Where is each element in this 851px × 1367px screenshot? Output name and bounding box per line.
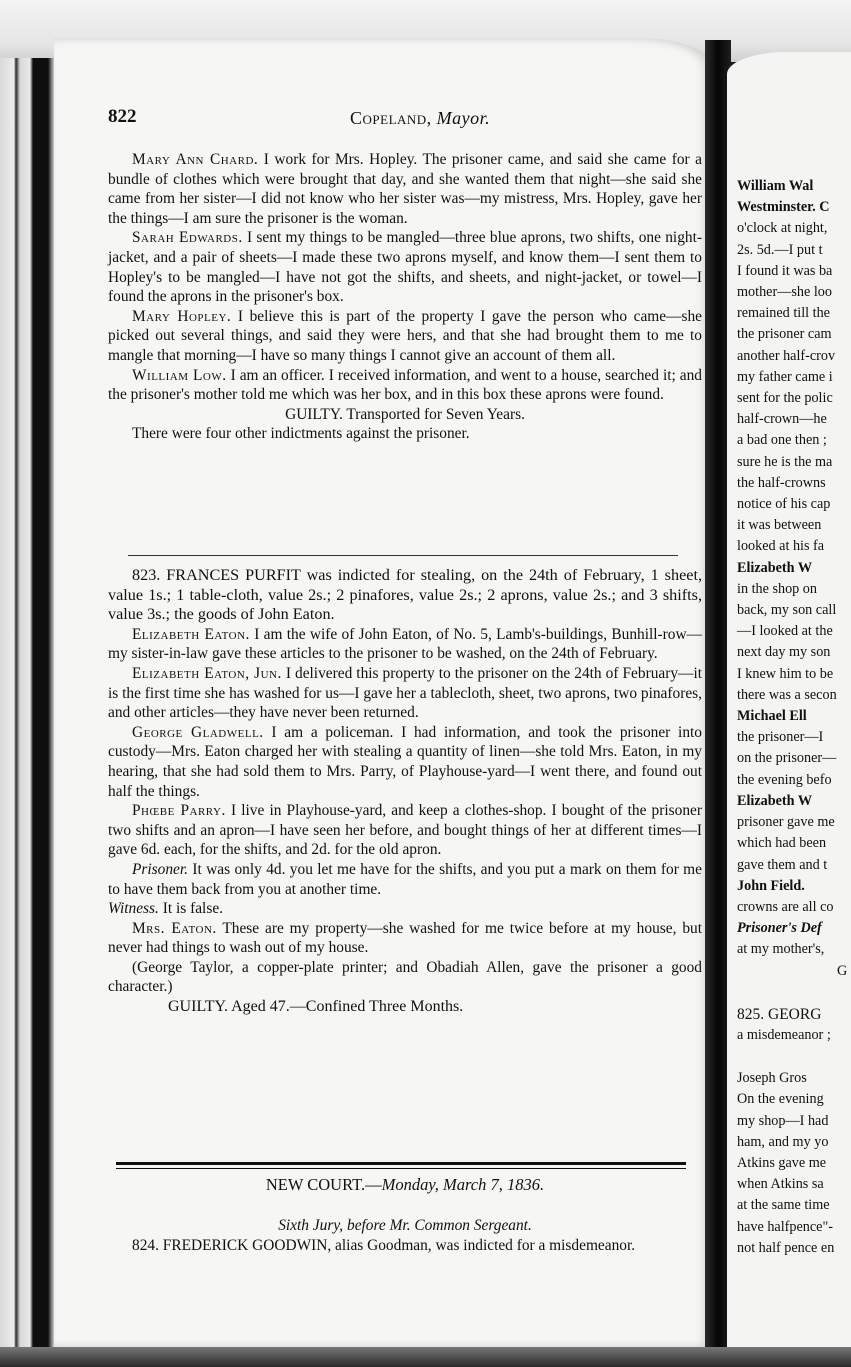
right-line: Elizabeth W	[737, 559, 813, 576]
new-court-section	[108, 1172, 702, 1255]
right-line: G	[837, 962, 848, 979]
right-line: notice of his cap	[737, 496, 831, 513]
testimony-paragraph	[108, 801, 702, 860]
right-line: in the shop on	[737, 580, 817, 597]
right-line: Atkins gave me	[737, 1154, 827, 1171]
right-line: my shop—I had	[737, 1112, 829, 1129]
right-line: on the prisoner—	[737, 750, 837, 767]
speaker-name: Mary Ann Chard.	[132, 151, 259, 168]
court-date: Monday, March 7, 1836.	[381, 1175, 545, 1194]
right-line: next day my son	[737, 644, 831, 661]
right-line: sent for the polic	[737, 390, 833, 407]
page-number: 822	[108, 106, 137, 127]
right-line: Michael Ell	[737, 708, 807, 725]
right-line: —I looked at the	[737, 623, 833, 640]
right-line: crowns are all co	[737, 898, 834, 915]
right-line: John Field.	[737, 877, 805, 894]
speaker-name: Elizabeth Eaton.	[132, 625, 250, 643]
verdict: GUILTY. Aged 47.—Confined Three Months.	[168, 998, 464, 1016]
witness-label: Witness.	[108, 900, 159, 918]
section-rule	[116, 1168, 686, 1169]
previous-case-testimony	[108, 150, 702, 444]
witness-statement	[108, 899, 702, 919]
speaker-name: Sarah Edwards.	[132, 229, 243, 247]
prisoner-label: Prisoner.	[132, 860, 189, 878]
bottom-edge	[0, 1347, 851, 1367]
testimony-paragraph	[108, 625, 702, 664]
right-line: 2s. 5d.—I put t	[737, 241, 823, 258]
case-823	[108, 566, 702, 1017]
testimony-text: I believe this is part of the property I gave the person who came—she picked out several things, and said they were hers, and that she had brought them to me to mangle that morning—I have so many things I cannot give an account of them all.	[108, 307, 702, 364]
right-line: have halfpence"-	[737, 1218, 833, 1235]
witness-text: It is false.	[158, 900, 224, 918]
verdict: GUILTY. Transported for Seven Years.	[285, 405, 525, 423]
speaker-name: Phœbe Parry.	[132, 802, 226, 820]
right-line: there was a secon	[737, 686, 837, 703]
right-page-column	[737, 176, 851, 1259]
right-line: at my mother's,	[737, 941, 825, 958]
right-line: not half pence en	[737, 1239, 835, 1256]
right-line: another half-crov	[737, 347, 836, 364]
testimony-text: I am the wife of John Eaton, of No. 5, Lamb's-buildings, Bunhill-row—my sister-in-law gave these articles to the prisoner to be washed, on the 24th of February.	[108, 625, 702, 663]
testimony-paragraph	[108, 919, 702, 958]
speaker-name: Elizabeth Eaton, Jun.	[132, 664, 282, 682]
testimony-text: I live in Playhouse-yard, and keep a clothes-shop. I bought of the prisoner two shifts and an apron—I have seen her before, and bought things of her at different times—I gave 6d. each, for the shifts, and 2d. for the old apron.	[108, 802, 702, 859]
right-line: On the evening	[737, 1091, 824, 1108]
testimony-paragraph	[108, 150, 702, 228]
testimony-text: I delivered this property to the prisoner on the 24th of February—it is the first time she has washed for us—I gave her a tablecloth, sheet, two aprons, two pinafores, and other articles—they have never been returned.	[108, 664, 702, 722]
right-line: Westminster. C	[737, 199, 830, 216]
speaker-name: Mrs. Eaton.	[132, 919, 217, 937]
right-line: the prisoner—I	[737, 729, 824, 746]
right-line: a bad one then ;	[737, 432, 827, 449]
right-gap	[737, 1046, 851, 1068]
right-line: I knew him to be	[737, 665, 834, 682]
prisoner-statement	[108, 860, 702, 899]
testimony-text: I am an officer. I received information, and went to a house, searched it; and the prisoner's mother told me which was her box, and in this box these aprons were found.	[108, 366, 702, 404]
speaker-name: William Low.	[132, 366, 227, 384]
running-head	[350, 108, 490, 129]
book-edge	[0, 58, 58, 1367]
right-line: a misdemeanor ;	[737, 1026, 831, 1043]
right-line: Joseph Gros	[737, 1070, 807, 1087]
right-line: my father came i	[737, 368, 833, 385]
right-line: the prisoner cam	[737, 326, 832, 343]
right-line: when Atkins sa	[737, 1176, 824, 1193]
testimony-paragraph	[108, 366, 702, 405]
indictment-note: There were four other indictments against the prisoner.	[132, 425, 470, 443]
right-line: prisoner gave me	[737, 814, 835, 831]
right-line: gave them and t	[737, 856, 828, 873]
testimony-paragraph	[108, 723, 702, 801]
right-line: at the same time	[737, 1197, 830, 1214]
running-title-mayor: Mayor.	[436, 108, 491, 128]
right-line: ham, and my yo	[737, 1133, 829, 1150]
right-gap	[737, 982, 851, 1004]
right-line: 825. GEORG	[737, 1005, 822, 1023]
right-line: remained till the	[737, 305, 830, 322]
testimony-paragraph	[108, 664, 702, 723]
right-line: Elizabeth W	[737, 792, 813, 809]
right-line: which had been	[737, 835, 827, 852]
right-line: the evening befo	[737, 771, 832, 788]
court-title: NEW COURT.—	[265, 1175, 382, 1194]
right-line: half-crown—he	[737, 411, 827, 428]
case-divider	[128, 555, 678, 556]
testimony-paragraph	[108, 228, 702, 306]
case-intro: 823. FRANCES PURFIT was indicted for stealing, on the 24th of February, 1 sheet, value 1s.; 1 table-cloth, value 2s.; 2 pinafores, value 2s.; 2 aprons, value 2s.; and 3 shifts, value 3s.; the goods of John Eaton.	[108, 566, 702, 624]
right-line: it was between	[737, 517, 822, 534]
right-line: sure he is the ma	[737, 453, 833, 470]
case-824-intro: 824. FREDERICK GOODWIN, alias Goodman, was indicted for a misdemeanor.	[132, 1236, 636, 1254]
testimony-text: These are my property—she washed for me twice before at my house, but never had things to wash out of my house.	[108, 919, 702, 957]
right-line: the half-crowns	[737, 474, 826, 491]
speaker-name: George Gladwell.	[132, 723, 264, 741]
speaker-name: Mary Hopley.	[132, 307, 232, 325]
court-heading	[108, 1172, 702, 1198]
right-line: Prisoner's Def	[737, 920, 822, 937]
testimony-paragraph	[108, 307, 702, 366]
right-line: o'clock at night,	[737, 220, 828, 237]
right-line: William Wal	[737, 178, 814, 194]
testimony-text: I work for Mrs. Hopley. The prisoner came, and said she came for a bundle of clothes which were brought that day, and she wanted them that night—she said she came from her sister—I did not know who her sister was—my mistress, Mrs. Hopley, gave her the things—I am sure the prisoner is the woman.	[108, 151, 702, 227]
section-rule	[116, 1162, 686, 1165]
running-title: Copeland,	[350, 108, 432, 128]
jury-line: Sixth Jury, before Mr. Common Sergeant.	[278, 1217, 532, 1234]
testimony-text: I sent my things to be mangled—three blue aprons, two shifts, one night-jacket, and a pair of sheets—I made these two aprons myself, and know them—I sent them to Hopley's to be mangled—I have not got the shifts, and sheets, and night-jacket, or towel—I found the aprons in the prisoner's box.	[108, 229, 702, 306]
character-witnesses: (George Taylor, a copper-plate printer; and Obadiah Allen, gave the prisoner a good character.)	[108, 958, 702, 996]
prisoner-text: It was only 4d. you let me have for the shifts, and you put a mark on them for me to have them back from you at another time.	[108, 860, 702, 898]
right-line: mother—she loo	[737, 284, 832, 301]
testimony-text: I am a policeman. I had information, and took the prisoner into custody—Mrs. Eaton charged her with stealing a quantity of linen—she told Mrs. Eaton, in my hearing, that she had sold them to Mrs. Parry, of Playhouse-yard—I went there, and found out half the things.	[108, 723, 702, 800]
right-line: back, my son call	[737, 602, 837, 619]
right-line: I found it was ba	[737, 262, 833, 279]
right-line: looked at his fa	[737, 538, 825, 555]
